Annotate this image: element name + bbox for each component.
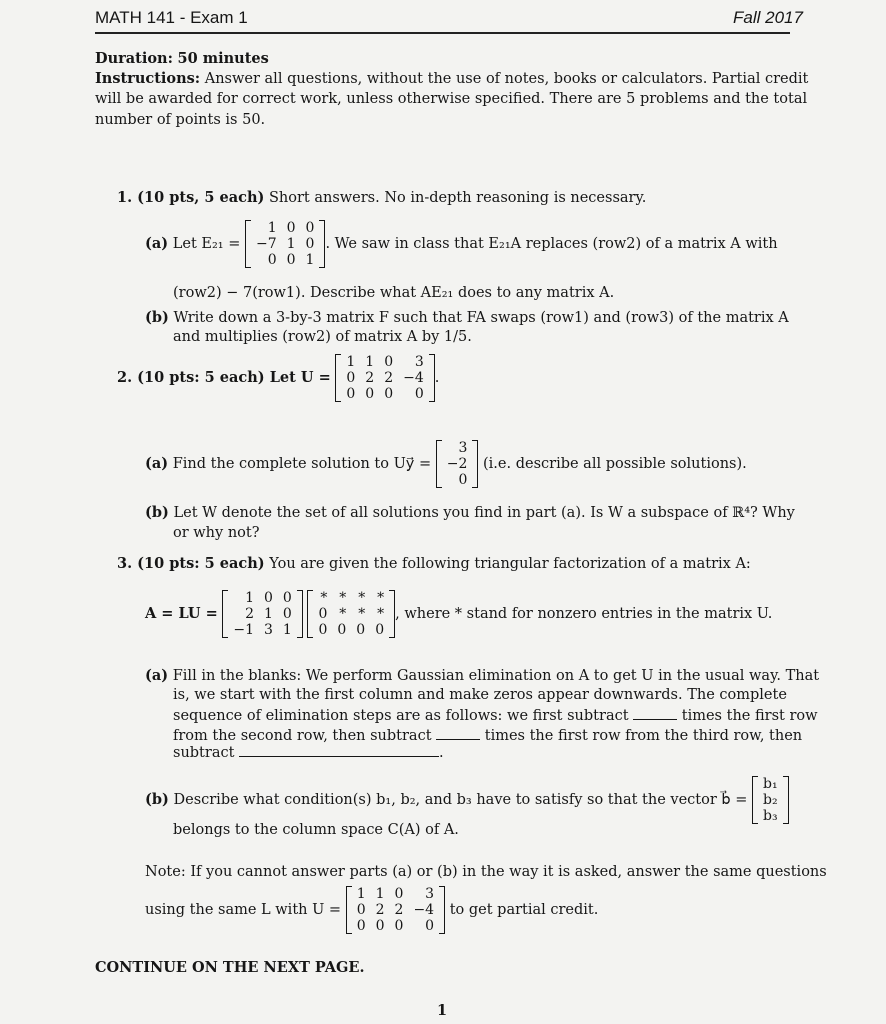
matrix-entry: 0: [305, 220, 315, 236]
note-text: to get partial credit.: [449, 902, 599, 918]
matrix-entry: 0: [375, 918, 385, 934]
matrix-entry: *: [377, 590, 385, 606]
matrix-entry: −4: [413, 902, 435, 918]
matrix-entry: 0: [346, 370, 356, 386]
matrix-entry: 0: [458, 472, 468, 488]
q2a-label: (a): [145, 455, 169, 472]
q3a-text: times the first row: [681, 708, 818, 724]
page-number: 1: [437, 1002, 448, 1019]
matrix-entry: 0: [384, 354, 394, 370]
matrix-entry: 1: [375, 886, 385, 902]
matrix-entry: 0: [375, 622, 385, 638]
matrix-u-pattern: [307, 590, 395, 638]
matrix-entry: 0: [318, 606, 328, 622]
q3b-text-2: belongs to the column space C(A) of A.: [173, 822, 459, 838]
q3a-text: times the first row from the third row, then: [484, 728, 803, 744]
matrix-entry: 0: [286, 252, 296, 268]
q3b: [145, 776, 789, 824]
q2-heading: 2. (10 pts: 5 each) Let U = 1 1 0 3 0 2 2 −4 0 0 0 0 .: [117, 354, 440, 402]
matrix-row: [442, 472, 473, 488]
q3b-text: Describe what condition(s) b₁, b₂, and b₃ have to satisfy so that the vector b⃗ =: [173, 792, 748, 808]
q3a-text: sequence of elimination steps are as follows: we first subtract: [173, 708, 629, 724]
matrix-grid: [251, 220, 319, 268]
matrix-entry: 0: [425, 918, 435, 934]
matrix-entry: 1: [267, 220, 277, 236]
q3-heading: [117, 555, 751, 572]
matrix-entry: *: [377, 606, 385, 622]
q3-factorization: [145, 590, 772, 638]
q1a: [145, 220, 778, 268]
matrix-row: [228, 622, 296, 638]
matrix-entry: 1: [365, 354, 375, 370]
matrix-grid: [758, 776, 783, 824]
matrix-row: [442, 440, 473, 456]
matrix-entry: −1: [233, 622, 254, 638]
q3a-line-2: is, we start with the first column and make zeros appear downwards. The complete: [173, 687, 787, 703]
matrix-entry: *: [358, 606, 366, 622]
matrix-row: [442, 456, 473, 472]
instructions-label: Instructions:: [95, 70, 201, 87]
matrix-grid: [442, 440, 473, 488]
matrix-row: [352, 918, 439, 934]
q3a-period: .: [439, 745, 444, 761]
q2b-text: Let W denote the set of all solutions you find in part (a). Is W a subspace of ℝ⁴? Why: [173, 505, 795, 521]
matrix-entry: 0: [267, 252, 277, 268]
matrix-row: [758, 776, 783, 792]
matrix-u-note: [346, 886, 445, 934]
matrix-entry: 1: [356, 886, 366, 902]
q1b: [145, 309, 789, 326]
matrix-entry: *: [339, 606, 347, 622]
matrix-entry: −7: [255, 236, 277, 252]
matrix-entry: 0: [282, 606, 292, 622]
matrix-entry: 1: [245, 590, 254, 606]
answer-blank-3[interactable]: [239, 744, 439, 757]
matrix-row: [313, 590, 389, 606]
matrix-entry: 0: [365, 386, 375, 402]
matrix-row: [251, 252, 319, 268]
q2-points: 2. (10 pts: 5 each) Let U =: [117, 369, 331, 386]
q3-points: 3. (10 pts: 5 each): [117, 555, 265, 572]
q1a-let: Let E₂₁ =: [172, 236, 241, 252]
matrix-entry: b₂: [762, 792, 778, 808]
q3a-text: Fill in the blanks: We perform Gaussian elimination on A to get U in the usual way. That: [172, 668, 820, 684]
matrix-row: [341, 354, 428, 370]
matrix-entry: −2: [446, 456, 468, 472]
matrix-row: [341, 370, 428, 386]
matrix-entry: 0: [356, 902, 366, 918]
q1a-text: . We saw in class that E₂₁A replaces (row2) of a matrix A with: [325, 236, 778, 252]
q3a-text: subtract: [173, 745, 235, 761]
matrix-entry: 0: [346, 386, 356, 402]
matrix-grid: [341, 354, 428, 402]
matrix-entry: 0: [282, 590, 292, 606]
matrix-grid: [228, 590, 296, 638]
q2b: [145, 504, 795, 521]
matrix-entry: 1: [282, 622, 292, 638]
q3-eq: A = LU =: [145, 605, 218, 622]
q3a-line-5: [173, 744, 444, 761]
matrix-u: [335, 354, 434, 402]
instructions-2: will be awarded for correct work, unless otherwise specified. There are 5 problems and the total: [95, 91, 808, 107]
matrix-entry: 3: [425, 886, 435, 902]
matrix-row: [341, 386, 428, 402]
matrix-entry: b₃: [762, 808, 778, 824]
q1-points: 1. (10 pts, 5 each): [117, 189, 265, 206]
matrix-grid: [352, 886, 439, 934]
matrix-entry: 0: [286, 220, 296, 236]
matrix-entry: 0: [394, 918, 404, 934]
continue-note: CONTINUE ON THE NEXT PAGE.: [95, 959, 365, 976]
matrix-entry: 1: [305, 252, 315, 268]
answer-blank-1[interactable]: [633, 707, 677, 720]
matrix-row: [352, 902, 439, 918]
matrix-entry: 1: [264, 606, 273, 622]
matrix-entry: 3: [264, 622, 273, 638]
matrix-row: [228, 606, 296, 622]
matrix-entry: −4: [403, 370, 424, 386]
answer-blank-2[interactable]: [436, 727, 480, 740]
q1b-text: Write down a 3-by-3 matrix F such that FA swaps (row1) and (row3) of the matrix A: [173, 310, 789, 326]
matrix-row: [251, 220, 319, 236]
matrix-entry: 0: [394, 886, 404, 902]
matrix-entry: 3: [458, 440, 468, 456]
q3a-line-3: [173, 707, 818, 724]
q3b-label: (b): [145, 791, 169, 808]
vector-b: [752, 776, 789, 824]
matrix-entry: 2: [365, 370, 375, 386]
matrix-entry: 3: [414, 354, 424, 370]
matrix-entry: 2: [394, 902, 404, 918]
matrix-entry: 2: [375, 902, 385, 918]
q3-instructions: You are given the following triangular factorization of a matrix A:: [269, 556, 751, 572]
matrix-entry: 1: [286, 236, 296, 252]
matrix-l: [222, 590, 302, 638]
matrix-e21: [245, 220, 325, 268]
q3a-line-4: [173, 727, 802, 744]
matrix-entry: *: [358, 590, 366, 606]
matrix-grid: [313, 590, 389, 638]
q2a-text: Find the complete solution to Uy⃗ =: [172, 456, 432, 472]
matrix-entry: 0: [414, 386, 424, 402]
matrix-entry: 0: [318, 622, 328, 638]
matrix-row: [251, 236, 319, 252]
instructions-3: number of points is 50.: [95, 112, 266, 128]
matrix-entry: b₁: [762, 776, 778, 792]
course-title: MATH 141 - Exam 1: [95, 8, 248, 27]
q1-instructions: Short answers. No in-depth reasoning is necessary.: [268, 190, 647, 206]
q1a-text-2: (row2) − 7(row1). Describe what AE₂₁ does to any matrix A.: [173, 285, 615, 301]
q1-heading: [117, 189, 646, 206]
q1b-text-2: and multiplies (row2) of matrix A by 1/5.: [173, 329, 472, 345]
q2b-text-2: or why not?: [173, 525, 260, 541]
q2a: [145, 440, 747, 488]
q3a-label: (a): [145, 667, 169, 684]
matrix-row: [313, 622, 389, 638]
note-line-1: Note: If you cannot answer parts (a) or (b) in the way it is asked, answer the same questions: [145, 864, 827, 880]
q1a-label: (a): [145, 235, 169, 252]
matrix-entry: 1: [346, 354, 356, 370]
vector-rhs: [436, 440, 479, 488]
matrix-entry: 0: [356, 918, 366, 934]
q1b-label: (b): [145, 309, 169, 326]
q2b-label: (b): [145, 504, 169, 521]
note-text: using the same L with U =: [145, 902, 342, 918]
note-line-2: [145, 886, 598, 934]
matrix-entry: 0: [356, 622, 366, 638]
q3-eq-note: , where * stand for nonzero entries in the matrix U.: [395, 606, 773, 622]
instructions-1: [95, 70, 808, 87]
matrix-entry: 0: [305, 236, 315, 252]
duration-value: 50 minutes: [177, 50, 269, 67]
matrix-entry: *: [339, 590, 347, 606]
term: Fall 2017: [733, 8, 803, 27]
matrix-entry: 0: [384, 386, 394, 402]
matrix-entry: 2: [245, 606, 254, 622]
header-rule: [95, 32, 790, 34]
matrix-row: [758, 792, 783, 808]
duration: [95, 50, 269, 67]
matrix-row: [228, 590, 296, 606]
matrix-entry: 0: [264, 590, 273, 606]
matrix-row: [313, 606, 389, 622]
matrix-entry: 0: [337, 622, 347, 638]
matrix-entry: 2: [384, 370, 394, 386]
q2a-note: (i.e. describe all possible solutions).: [483, 456, 747, 472]
matrix-row: [352, 886, 439, 902]
instructions-text: Answer all questions, without the use of notes, books or calculators. Partial credit: [204, 71, 809, 87]
matrix-entry: *: [320, 590, 328, 606]
q3a: [145, 667, 819, 684]
duration-label: Duration:: [95, 50, 173, 67]
q3a-text: from the second row, then subtract: [173, 728, 432, 744]
matrix-row: [758, 808, 783, 824]
